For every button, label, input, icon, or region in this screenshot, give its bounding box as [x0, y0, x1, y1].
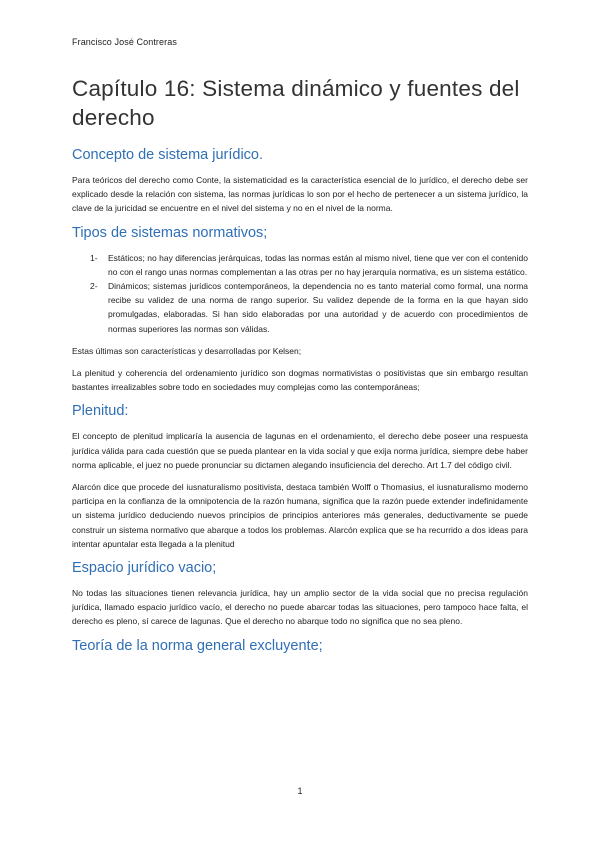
paragraph-concepto: Para teóricos del derecho como Conte, la sistematicidad es la característica esencial de lo jurídico, el derecho debe ser explicado desde la relación con sistema, las normas jurídicas lo son por el hecho de pertenecer a un sistema jurídico, la clave de la juricidad se encuentre en el nivel del sistema y no en el nivel de la norma. [72, 175, 528, 214]
heading-tipos: Tipos de sistemas normativos; [72, 224, 268, 241]
list-item [72, 251, 528, 279]
paragraph-plenitud-1: El concepto de plenitud implicaría la ausencia de lagunas en el ordenamiento, el derecho debe poseer una respuesta jurídica válida para cada cuestión que se pueda plantear en la vida social y que exija norma jurídica, siempre debe haber norma aplicable, el juez no puede pronunciar su dictamen alegando insuficiencia del derecho. Art 1.7 del código civil. [72, 431, 528, 470]
paragraph-espacio: No todas las situaciones tienen relevancia jurídica, hay un amplio sector de la vida social que no precisa regulación jurídica, llamado espacio jurídico vacío, el derecho no puede abarcar todas las situaciones, pero tampoco hace falta, el derecho es pleno, sí carece de lagunas. Que el derecho no abarque todo no significa que no sea pleno. [72, 588, 528, 627]
page-content [72, 74, 528, 664]
header-author: Francisco José Contreras [72, 37, 177, 47]
list-item-number: 1- [90, 252, 98, 263]
tipos-list [72, 251, 528, 336]
page-number: 1 [297, 786, 303, 796]
list-item-number: 2- [90, 281, 98, 292]
list-item-text: Estáticos; no hay diferencias jerárquicas, todas las normas están al mismo nivel, tiene que ver con el contenido no con el rango unas normas complementan a las otras per no hay jerarquía normativa, es un sistema estático. [108, 252, 528, 277]
heading-espacio: Espacio jurídico vacio; [72, 560, 217, 577]
paragraph-plenitud-coherencia: La plenitud y coherencia del ordenamiento jurídico son dogmas normativistas o positivistas que sin embargo resultan bastantes irrealizables sobre todo en sociedades muy complejas como las contemporáneas; [72, 368, 528, 393]
heading-concepto: Concepto de sistema jurídico. [72, 147, 264, 163]
chapter-title: Capítulo 16: Sistema dinámico y fuentes del derecho [72, 76, 520, 130]
paragraph-plenitud-2: Alarcón dice que procede del iusnaturalismo positivista, destaca también Wolff o Thomasius, el iusnaturalismo moderno participa en la confianza de la omnipotencia de la razón humana, significa que la razón puede extender indefinidamente un sistema jurídico deduciendo nuevos principios de principios anteriores más generales, deductivamente se puede construir un sistema normativo que abarque a todos los problemas. Alarcón explica que se ha recurrido a dos ideas para intentar apuntalar esta llegada a la plenitud [72, 482, 528, 549]
list-item-text: Dinámicos; sistemas jurídicos contemporáneos, la dependencia no es tanto material como formal, una norma recibe su validez de una norma de rango superior. Su validez depende de la forma en la que hayan sido promulgadas, elaboradas. Si han sido elaboradas por una autoridad y de acuerdo con procedimientos de normas superiores las normas son válidas. [108, 281, 528, 334]
heading-teoria: Teoría de la norma general excluyente; [72, 637, 323, 654]
paragraph-kelsen: Estas últimas son características y desarrolladas por Kelsen; [72, 345, 302, 356]
list-item [72, 279, 528, 336]
heading-plenitud: Plenitud: [72, 403, 129, 420]
